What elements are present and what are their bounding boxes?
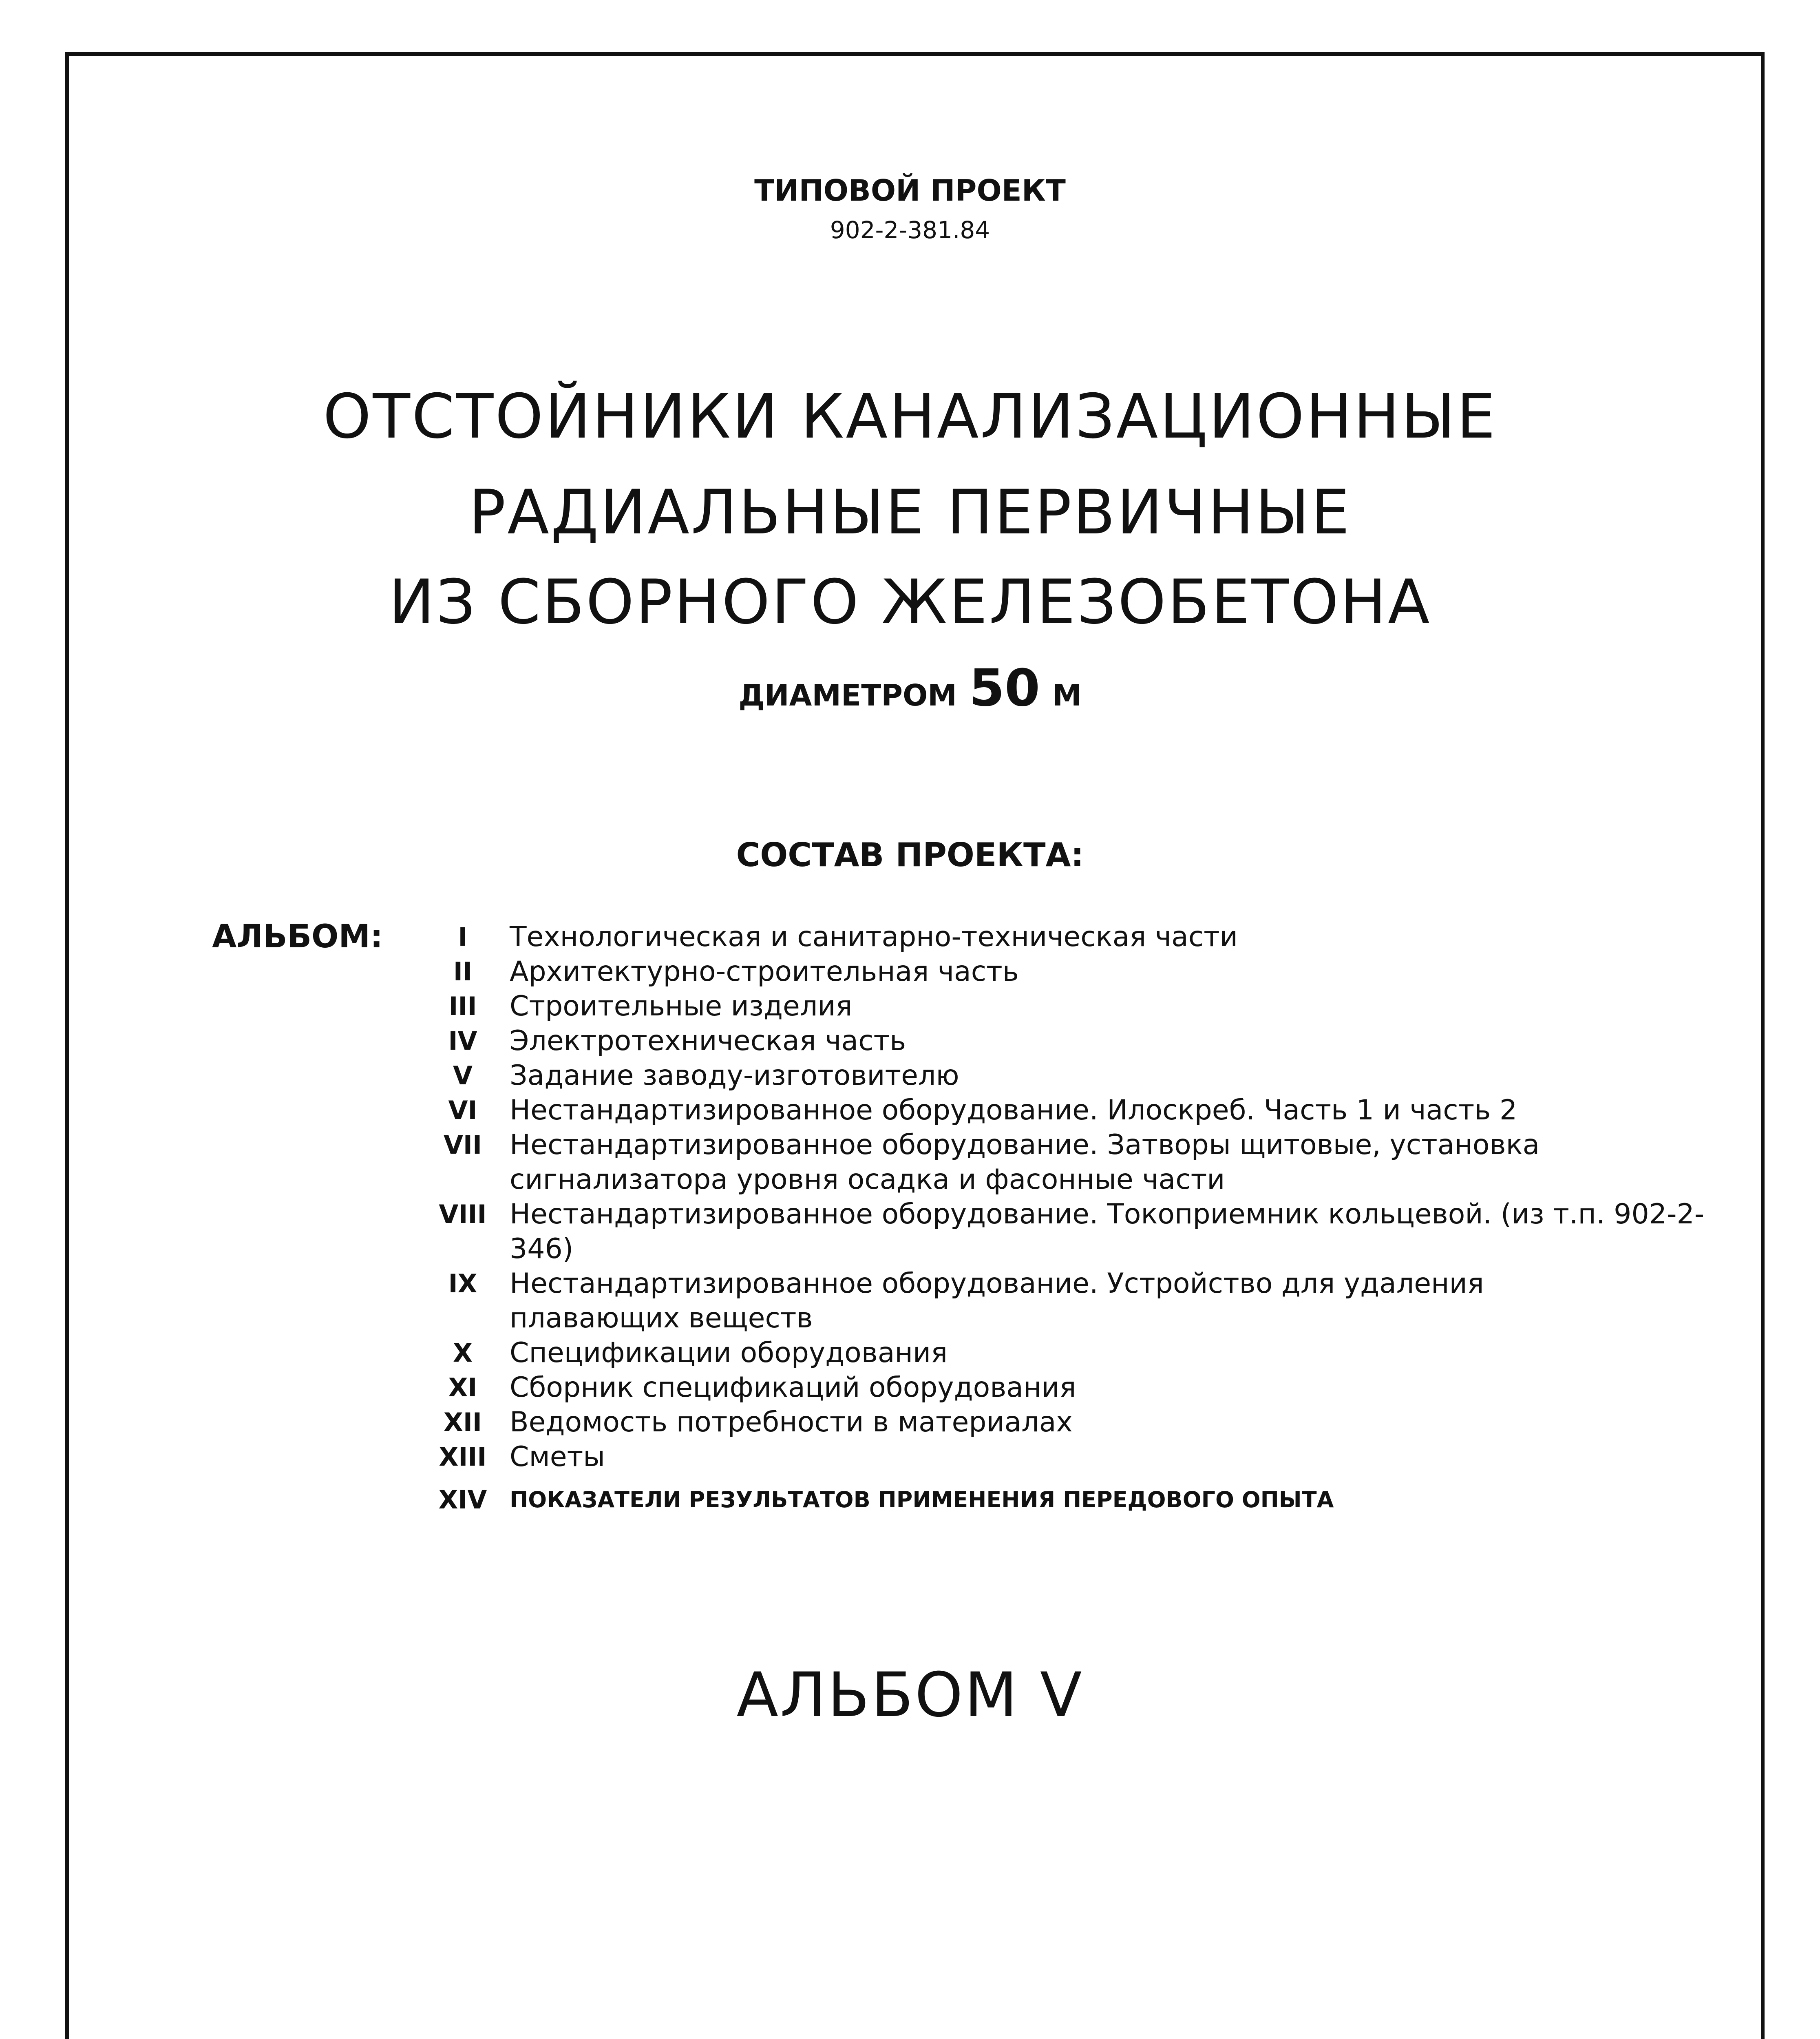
- album-item: [212, 1405, 1721, 1440]
- diameter-label: ДИАМЕТРОМ: [738, 678, 957, 712]
- album-item: [212, 1024, 1721, 1058]
- album-item: [212, 1482, 1721, 1517]
- album-title: Ведомость потребности в материалах: [510, 1406, 1073, 1438]
- diameter-line: [0, 659, 1820, 718]
- album-item: [212, 989, 1721, 1024]
- album-number: XI: [448, 1373, 477, 1402]
- album-item: [212, 1128, 1721, 1197]
- album-item: [212, 954, 1721, 989]
- album-title: Сборник спецификаций оборудования: [510, 1371, 1076, 1404]
- album-item: [212, 1266, 1721, 1336]
- album-title-line: Нестандартизированное оборудование. Устройство для удаления: [510, 1267, 1484, 1300]
- album-number: V: [453, 1061, 473, 1090]
- album-number: XIV: [438, 1485, 487, 1515]
- album-item: [212, 1058, 1721, 1093]
- project-code: 902-2-381.84: [830, 216, 990, 244]
- album-title: Сметы: [510, 1441, 605, 1473]
- album-number: IV: [448, 1026, 477, 1056]
- album-title-line: плавающих веществ: [510, 1302, 813, 1334]
- album-list: [212, 920, 1721, 1517]
- album-title-large: АЛЬБОМ V: [736, 1660, 1084, 1731]
- album-title: Спецификации оборудования: [510, 1337, 948, 1369]
- album-number: III: [448, 991, 477, 1021]
- album-title: Нестандартизированное оборудование. Илоскреб. Часть 1 и часть 2: [510, 1094, 1517, 1126]
- album-title: [510, 1128, 1721, 1197]
- album-title: ПОКАЗАТЕЛИ РЕЗУЛЬТАТОВ ПРИМЕНЕНИЯ ПЕРЕДОВОГО ОПЫТА: [510, 1487, 1334, 1513]
- composition-heading: СОСТАВ ПРОЕКТА:: [736, 836, 1084, 874]
- album-title: Строительные изделия: [510, 990, 853, 1022]
- album-number: IX: [448, 1269, 477, 1298]
- title-line-3: ИЗ СБОРНОГО ЖЕЛЕЗОБЕТОНА: [389, 567, 1431, 638]
- album-title-line: Нестандартизированное оборудование. Затворы щитовые, установка: [510, 1129, 1540, 1161]
- albums-label: АЛЬБОМ:: [212, 918, 383, 955]
- diameter-value: 50: [969, 659, 1040, 718]
- album-title: Электротехническая часть: [510, 1025, 906, 1057]
- title-line-2: РАДИАЛЬНЫЕ ПЕРВИЧНЫЕ: [468, 477, 1352, 548]
- album-item: [212, 920, 1721, 954]
- album-number: II: [453, 957, 473, 986]
- album-number: XIII: [439, 1442, 487, 1472]
- album-number: I: [458, 922, 468, 952]
- album-item: [212, 1336, 1721, 1370]
- album-item: [212, 1370, 1721, 1405]
- album-title: Задание заводу-изготовителю: [510, 1059, 959, 1092]
- album-title-line: сигнализатора уровня осадка и фасонные части: [510, 1163, 1225, 1196]
- title-line-1: ОТСТОЙНИКИ КАНАЛИЗАЦИОННЫЕ: [323, 381, 1497, 452]
- album-item: [212, 1093, 1721, 1128]
- album-number: XII: [444, 1407, 482, 1437]
- diameter-unit: М: [1052, 678, 1082, 712]
- album-title: Технологическая и санитарно-техническая части: [510, 921, 1238, 953]
- album-title: Нестандартизированное оборудование. Токоприемник кольцевой. (из т.п. 902-2-346): [510, 1198, 1705, 1265]
- album-number: X: [453, 1338, 473, 1368]
- album-title: [510, 1266, 1721, 1336]
- album-number: VII: [443, 1130, 482, 1160]
- album-number: VI: [448, 1095, 477, 1125]
- project-type-label: ТИПОВОЙ ПРОЕКТ: [754, 173, 1066, 208]
- album-title: Архитектурно-строительная часть: [510, 955, 1019, 988]
- album-number: VIII: [439, 1199, 487, 1229]
- album-item: [212, 1197, 1721, 1266]
- album-item: [212, 1440, 1721, 1474]
